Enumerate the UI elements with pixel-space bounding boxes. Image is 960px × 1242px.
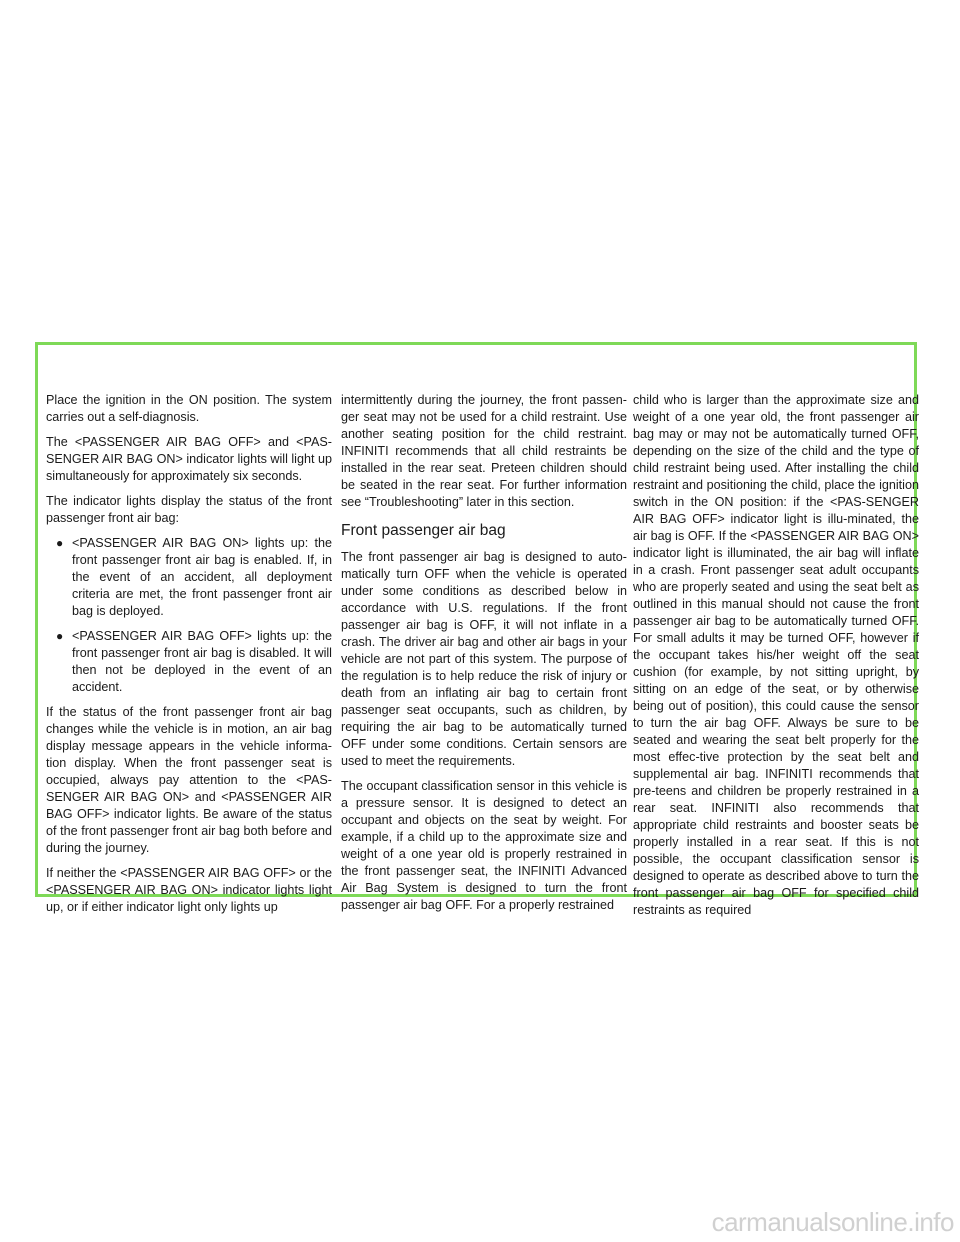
paragraph: The <PASSENGER AIR BAG OFF> and <PAS-SENGER AIR BAG ON> indicator lights will light up simultaneously for approximately six seconds. bbox=[46, 435, 332, 483]
paragraph: If the status of the front passenger front air bag changes while the vehicle is in motion, an air bag display message appears in the vehicle informa-tion display. When the front passenger seat is occupied, always pay attention to the <PAS-SENGER AIR BAG ON> and <PASSENGER AIR BAG OFF> indicator lights. Be aware of the status of the front passenger front air bag both before and during the journey. bbox=[46, 705, 332, 855]
paragraph: child who is larger than the approximate size and weight of a one year old, the front passenger air bag may or may not be automatically turned OFF, depending on the size of the child and the type of child restraint being used. After installing the child restraint and positioning the child, place the ignition switch in the ON position: if the <PAS-SENGER AIR BAG OFF> indicator light is illu-minated, the air bag is OFF. If the <PASSENGER AIR BAG ON> indicator light is illuminated, the air bag will inflate in a crash. Front passenger seat adult occupants who are properly seated and using the seat belt as outlined in this manual should not cause the front passenger air bag to be automatically turned OFF. For small adults it may be turned OFF, however if the occupant takes his/her weight off the seat cushion (for example, by not sitting upright, by sitting on an edge of the seat, or by otherwise being out of position), this could cause the sensor to turn the air bag OFF. Always be sure to be seated and wearing the seat belt properly for the most effec-tive protection by the seat belt and supplemental air bag. INFINITI recommends that pre-teens and children be properly restrained in a rear seat. INFINITI also recommends that appropriate child restraints and booster seats be properly installed in a rear seat. If this is not possible, the occupant classification sensor is designed to operate as described above to turn the front passenger air bag OFF for specified child restraints as required bbox=[633, 393, 919, 917]
text-column-2 bbox=[341, 392, 627, 922]
list-item bbox=[46, 628, 332, 696]
bullet-icon: ● bbox=[56, 536, 64, 550]
paragraph: intermittently during the journey, the front passen-ger seat may not be used for a child restraint. Use another seating position for the child restraint. INFINITI recommends that all child restraints be installed in the rear seat. Preteen children should be seated in the rear seat. For further information see “Troubleshooting” later in this section. bbox=[341, 393, 627, 509]
watermark: carmanualsonline.info bbox=[711, 1207, 954, 1237]
paragraph: If neither the <PASSENGER AIR BAG OFF> or the <PASSENGER AIR BAG ON> indicator lights light up, or if either indicator light only lights up bbox=[46, 866, 332, 914]
text-column-1 bbox=[46, 392, 332, 924]
list-item bbox=[46, 535, 332, 620]
text-column-3 bbox=[633, 392, 919, 919]
paragraph: The occupant classification sensor in this vehicle is a pressure sensor. It is designed to detect an occupant and objects on the seat by weight. For example, if a child up to the approximate size and weight of a one year old is properly restrained in the front passenger seat, the INFINITI Advanced Air Bag System is designed to turn the front passenger air bag OFF. For a properly restrained bbox=[341, 779, 627, 912]
list-item-text: <PASSENGER AIR BAG OFF> lights up: the front passenger front air bag is disabled. It will then not be deployed in the event of an accident. bbox=[72, 629, 332, 694]
paragraph: Place the ignition in the ON position. The system carries out a self-diagnosis. bbox=[46, 393, 332, 424]
bullet-icon: ● bbox=[56, 629, 64, 643]
paragraph: The indicator lights display the status of the front passenger front air bag: bbox=[46, 494, 332, 525]
indicator-status-list bbox=[46, 535, 332, 696]
list-item-text: <PASSENGER AIR BAG ON> lights up: the front passenger front air bag is enabled. If, in the event of an accident, all deployment criteria are met, the front passenger front air bag is deployed. bbox=[72, 536, 332, 618]
section-heading: Front passenger air bag bbox=[341, 522, 506, 539]
paragraph: The front passenger air bag is designed to auto-matically turn OFF when the vehicle is operated under some conditions as described below in accordance with U.S. regulations. If the front passenger air bag is OFF, it will not inflate in a crash. The driver air bag and other air bags in your vehicle are not part of this system. The purpose of the regulation is to help reduce the risk of injury or death from an inflating air bag to certain front passenger seat occupants, such as children, by requiring the air bag to be automatically turned OFF under some conditions. Certain sensors are used to meet the requirements. bbox=[341, 550, 627, 768]
